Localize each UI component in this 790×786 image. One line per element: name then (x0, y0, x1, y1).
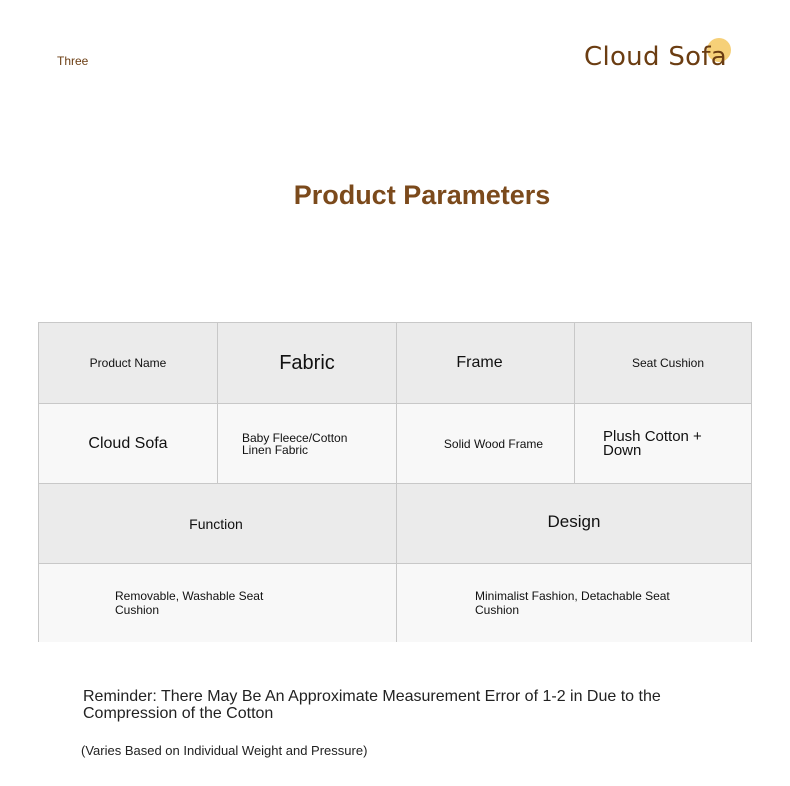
brand-logo (584, 38, 744, 78)
value-seat-cushion: Plush Cotton + Down (603, 428, 702, 459)
value-fabric: Baby Fleece/Cotton Linen Fabric (242, 431, 348, 457)
table-cell (217, 323, 396, 403)
table-cell (396, 564, 751, 642)
table-cell (39, 484, 396, 564)
table-cell (396, 484, 751, 564)
page-title: Product Parameters (293, 180, 551, 210)
brand-name: Cloud Sofa (584, 42, 728, 72)
value-product-name: Cloud Sofa (88, 435, 168, 452)
table-cell (39, 323, 217, 403)
table-cell (39, 404, 217, 484)
measurement-reminder: Reminder: There May Be An Approximate Measurement Error of 1-2 in Due to the Compression of the Cotton (83, 688, 661, 722)
table-row (39, 563, 751, 642)
table-cell (396, 404, 574, 484)
header-product-name: Product Name (89, 356, 167, 370)
parameters-table (38, 322, 752, 642)
header-seat-cushion: Seat Cushion (631, 356, 705, 370)
table-cell (574, 323, 751, 403)
header-frame: Frame (456, 354, 503, 371)
table-cell (574, 404, 751, 484)
table-row (39, 403, 751, 484)
value-function: Removable, Washable Seat Cushion (115, 589, 264, 617)
header-fabric: Fabric (279, 351, 335, 374)
table-cell (39, 564, 396, 642)
measurement-subnote: (Varies Based on Individual Weight and Pressure) (81, 743, 368, 758)
table-row (39, 323, 751, 403)
section-label: Three (57, 54, 89, 68)
header-function: Function (189, 516, 243, 532)
table-cell (217, 404, 396, 484)
table-cell (396, 323, 574, 403)
header-design: Design (547, 512, 601, 531)
value-frame: Solid Wood Frame (443, 437, 544, 451)
value-design: Minimalist Fashion, Detachable Seat Cushion (475, 589, 670, 617)
table-row (39, 483, 751, 564)
